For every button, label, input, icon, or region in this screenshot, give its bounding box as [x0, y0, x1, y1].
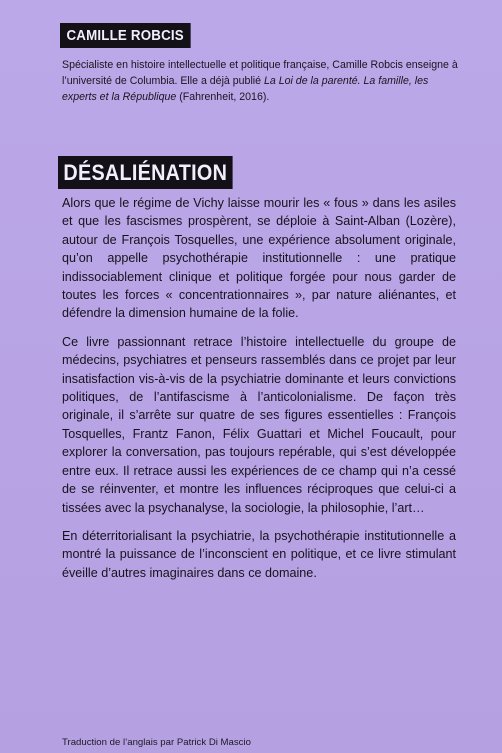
- blurb-text: [62, 194, 456, 592]
- blurb-paragraph-2: Ce livre passionnant retrace l’histoire intellectuelle du groupe de médecins, psychiatres et penseurs rassemblés dans ce projet par leur insatisfaction vis-à-vis de la psychiatrie dominante et leurs convictions politiques, de l’antifascisme à l’anticolonialisme. De façon très originale, il s’arrête sur quatre de ses figures essentielles : François Tosquelles, Frantz Fanon, Félix Guattari et Michel Foucault, pour explorer la conversation, pas toujours repérable, qui s’est développée entre eux. Il retrace aussi les expériences de ce champ qui n’a cessé de se réinventer, et montre les influences réciproques que celui-ci a tissées avec la psychanalyse, la sociologie, la philosophie, l’art…: [62, 334, 456, 515]
- author-previous-book-title: La Loi de la parenté. La famille, les experts et la République: [62, 74, 429, 103]
- author-bio-intro: Spécialiste en histoire intellectuelle et politique française, Camille Robcis enseigne à l’université de Columbia. Elle a déjà publié: [62, 59, 458, 87]
- author-bio: [62, 58, 462, 105]
- blurb-paragraph-3: En déterritorialisant la psychiatrie, la psychothérapie institutionnelle a montré la puissance de l’inconscient en politique, et ce livre stimulant éveille d’autres imaginaires dans ce domaine.: [62, 528, 456, 580]
- author-bio-publisher: (Fahrenheit, 2016).: [176, 90, 270, 103]
- blurb-paragraph-1: Alors que le régime de Vichy laisse mourir les « fous » dans les asiles et que les fascismes prospèrent, se déploie à Saint-Alban (Lozère), autour de François Tosquelles, une expérience absolument originale, qu’on appelle psychothérapie institutionnelle : une pratique indissociablement clinique et politique forgée pour nous garder de toutes les forces « concentrationnaires », par nature aliénantes, et défendre la dimension humaine de la folie.: [62, 196, 456, 321]
- translation-credit: Traduction de l’anglais par Patrick Di Mascio: [62, 737, 251, 748]
- author-bio-text: [62, 58, 462, 105]
- author-name-label: CAMILLE ROBCIS: [60, 23, 190, 48]
- book-title-label: DÉSALIÉNATION: [58, 156, 233, 189]
